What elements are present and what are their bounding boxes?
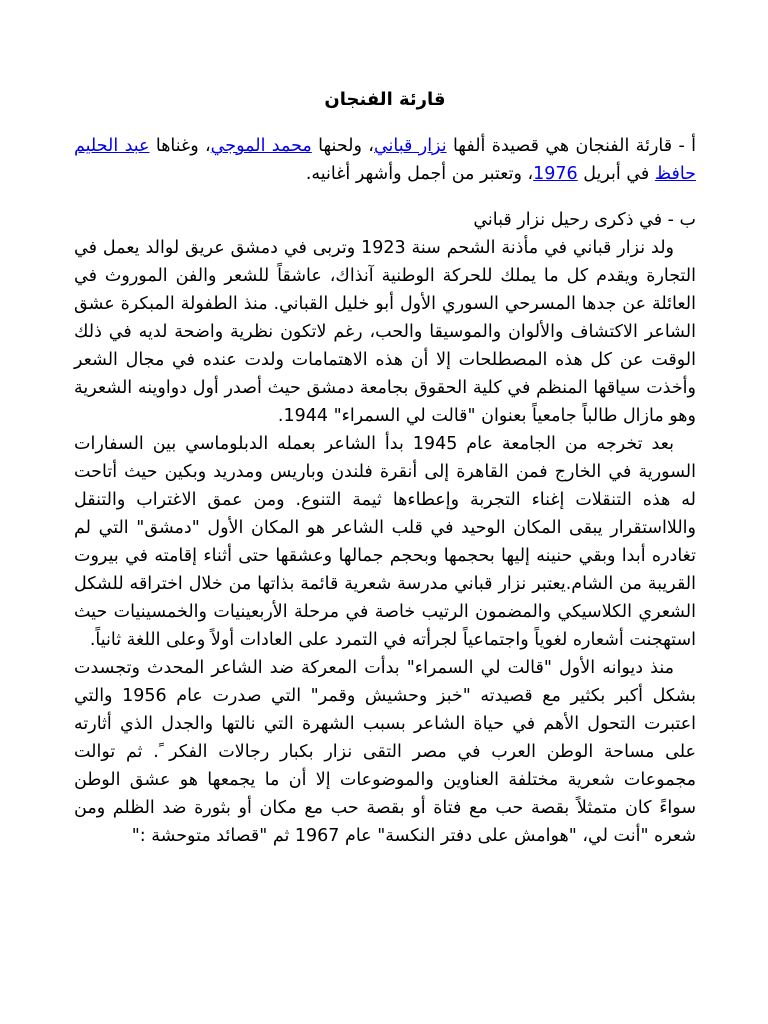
section-a-mid3: في أبريل xyxy=(577,164,655,184)
document-page xyxy=(74,86,696,850)
body-paragraph-3: منذ ديوانه الأول "قالت لي السمراء" بدأت المعركة ضد الشاعر المحدث وتجسدت بشكل أكبر بكثير مع قصيدته "خبز وحشيش وقمر" التي صدرت عام 1956 والتي اعتبرت التحول الأهم في حياة الشاعر بسبب الشهرة التي نالتها والجدل الذي أثارته على مساحة الوطن العرب في مصر التقى نزار بكبار رجالات الفكر ً. ثم توالت مجموعات شعرية مختلفة العناوين والموضوعات إلا أن ما يجمعها هو عشق الوطن سواءً كان متمثلاً بقصة حب مع فتاة أو بقصة حب مع مكان أو بثورة ضد الظلم ومن شعره "أنت لي، "هوامش على دفتر النكسة" عام 1967 ثم "قصائد متوحشة :" xyxy=(74,658,696,846)
year-link[interactable]: 1976 xyxy=(533,164,578,184)
body-paragraph-2: بعد تخرجه من الجامعة عام 1945 بدأ الشاعر بعمله الدبلوماسي بين السفارات السورية في الخارج فمن القاهرة إلى أنقرة فلندن وباريس ومدريد وبكين حيث أتاحت له هذه التنقلات إغناء التجربة وإعطاءها ثيمة التنوع. ومن عمق الاغتراب والتنقل واللااستقرار يبقى المكان الوحيد في قلب الشاعر هو المكان الأول "دمشق" التي لم تغادره أبدا وبقي حنينه إليها بحجمها وبحجم جمالها وعشقها حتى أثناء إقامته في بيروت القريبة من الشام.يعتبر نزار قباني مدرسة شعرية قائمة بذاتها من خلال اختراقه للشكل الشعري الكلاسيكي والمضمون الرتيب خاصة في مرحلة الأربعينيات والخمسينيات حيث استهجنت أشعاره لغوياً واجتماعياً لجرأته في التمرد على العادات أولاً وعلى اللغة ثانياً. xyxy=(74,434,696,650)
poet-link[interactable]: نزار قباني xyxy=(373,136,447,156)
section-a-mid2: ، وغناها xyxy=(149,136,211,156)
section-a-suffix: ، وتعتبر من أجمل وأشهر أغانيه. xyxy=(305,164,534,184)
singer-link[interactable]: عبد الحليم حافظ xyxy=(74,136,696,184)
section-a-prefix: أ - قارئة الفنجان هي قصيدة ألفها xyxy=(446,136,697,156)
document-title: قارئة الفنجان xyxy=(324,89,446,110)
section-a-mid1: ، ولحنها xyxy=(311,136,374,156)
composer-link[interactable]: محمد الموجي xyxy=(210,136,312,156)
section-b-heading: ب - في ذكرى رحيل نزار قباني xyxy=(473,210,696,230)
body-paragraph-1: ولد نزار قباني في مأذنة الشحم سنة 1923 وتربى في دمشق عريق لوالد يعمل في التجارة ويقدم كل ما يملك للحركة الوطنية آنذاك، عاشقاً للشعر والفن الموروث في العائلة عن جدها المسرحي السوري الأول أبو خليل القباني. منذ الطفولة المبكرة عشق الشاعر الاكتشاف والألوان والموسيقا والحب، رغم لاتكون نظرية واضحة لديه في ذلك الوقت عن كل هذه المصطلحات إلا أن هذه الاهتمامات ولدت عنده في مجال الشعر وأخذت سياقها المنظم في كلية الحقوق بجامعة دمشق حيث أصدر أول دواوينه الشعرية وهو مازال طالباً جامعياً بعنوان "قالت لي السمراء" 1944. xyxy=(74,238,696,426)
section-a-paragraph xyxy=(74,132,696,188)
